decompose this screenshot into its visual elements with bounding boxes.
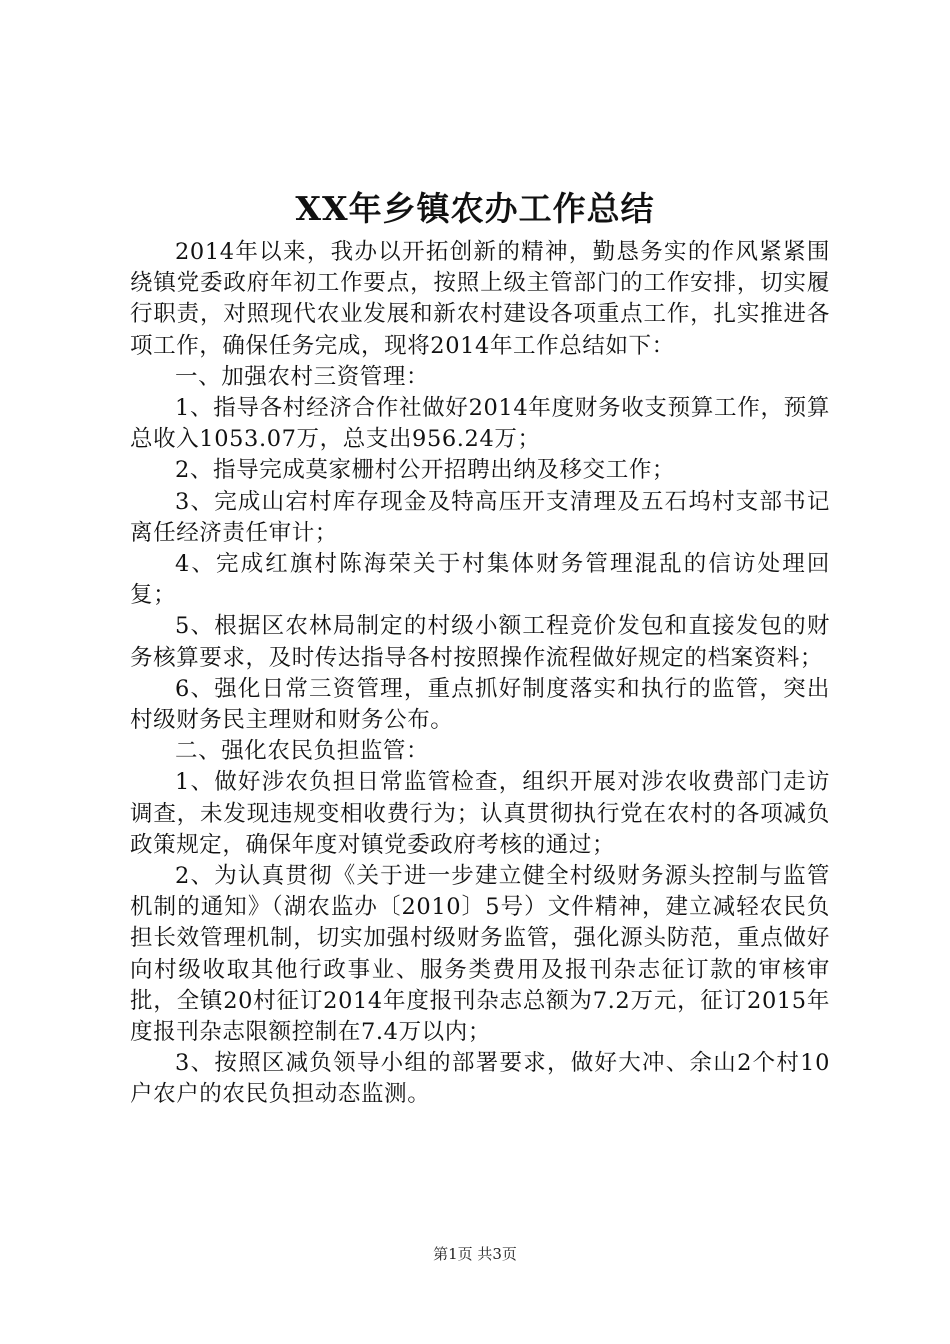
section-heading-2: 二、强化农民负担监管： (175, 738, 430, 765)
list-item: 2、指导完成莫家栅村公开招聘出纳及移交工作； (175, 457, 676, 484)
list-item: 3、完成山宕村库存现金及特高压开支清理及五石坞村支部书记离任经济责任审计； (130, 488, 830, 546)
page-footer: 第1页 共3页 (433, 1245, 517, 1263)
document-title: XX年乡镇农办工作总结 (295, 189, 655, 228)
list-item: 5、根据区农林局制定的村级小额工程竞价发包和直接发包的财务核算要求，及时传达指导各村按照操作流程做好规定的档案资料； (130, 613, 830, 671)
list-item: 3、按照区减负领导小组的部署要求，做好大冲、余山2个村10户农户的农民负担动态监测。 (130, 1050, 830, 1108)
section-heading-1: 一、加强农村三资管理： (175, 363, 430, 390)
list-item: 2、为认真贯彻《关于进一步建立健全村级财务源头控制与监管机制的通知》（湖农监办〔2010〕5号）文件精神，建立减轻农民负担长效管理机制，切实加强村级财务监管，强化源头防范，重点做好向村级收取其他行政事业、服务类费用及报刊杂志征订款的审核审批，全镇20村征订2014年度报刊杂志总额为7.2万元，征订2015年度报刊杂志限额控制在7.4万以内； (130, 863, 830, 1046)
intro-paragraph: 2014年以来，我办以开拓创新的精神，勤恳务实的作风紧紧围绕镇党委政府年初工作要点，按照上级主管部门的工作安排，切实履行职责，对照现代农业发展和新农村建设各项重点工作，扎实推进各项工作，确保任务完成，现将2014年工作总结如下： (130, 239, 830, 359)
list-item: 1、指导各村经济合作社做好2014年度财务收支预算工作，预算总收入1053.07万，总支出956.24万； (130, 395, 830, 453)
list-item: 4、完成红旗村陈海荣关于村集体财务管理混乱的信访处理回复； (130, 551, 830, 609)
list-item: 1、做好涉农负担日常监管检查，组织开展对涉农收费部门走访调查，未发现违规变相收费行为；认真贯彻执行党在农村的各项减负政策规定，确保年度对镇党委政府考核的通过； (130, 769, 830, 858)
document-body (130, 237, 830, 1111)
list-item: 6、强化日常三资管理，重点抓好制度落实和执行的监管，突出村级财务民主理财和财务公布。 (130, 675, 830, 734)
